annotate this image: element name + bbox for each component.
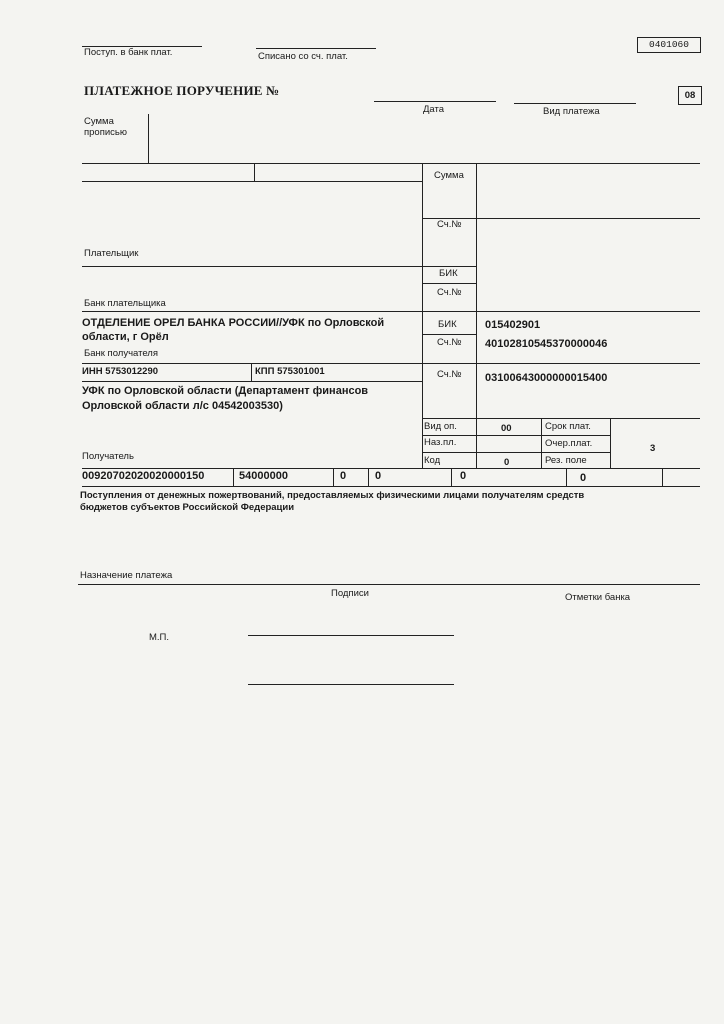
sum-label: Сумма (434, 170, 464, 181)
term-label: Срок плат. (545, 421, 591, 432)
debited-label: Списано со сч. плат. (258, 51, 348, 62)
recipient-bik-value: 015402901 (485, 319, 541, 331)
tax-div-3 (368, 468, 369, 486)
amount-words-divider (148, 114, 149, 163)
tax-div-4 (451, 468, 452, 486)
oktmo-value: 54000000 (239, 470, 288, 482)
code-label: Код (424, 455, 441, 466)
recipient-bottom-line (82, 468, 700, 469)
tax-field-4: 0 (580, 472, 587, 484)
purpose-label: Назначение платежа (80, 570, 173, 581)
purpose-text-2: бюджетов субъектов Российской Федерации (80, 502, 295, 513)
recipient-name-2: Орловской области л/с 04542003530) (82, 400, 283, 412)
tax-bottom-line (82, 486, 700, 487)
recipient-label: Получатель (82, 451, 134, 462)
inn-kpp-divider (254, 163, 255, 181)
recipient-kpp: КПП 575301001 (255, 366, 325, 377)
tax-div-1 (233, 468, 234, 486)
payment-type-label: Вид платежа (543, 106, 600, 117)
purpose-bottom-line (78, 584, 700, 585)
recipient-bank-bottom-line (82, 363, 700, 364)
amount-words-bottom-line (82, 163, 700, 164)
recipient-inn-kpp-divider (251, 363, 252, 381)
recipient-inn: ИНН 5753012290 (82, 366, 159, 377)
recipient-corr-account-value: 40102810545370000046 (485, 338, 608, 350)
bank-marks-label: Отметки банка (565, 592, 631, 603)
recipient-bank-name-1: ОТДЕЛЕНИЕ ОРЕЛ БАНКА РОССИИ//УФК по Орловской (82, 317, 385, 329)
payer-bottom-line (82, 266, 476, 267)
order-value: 3 (650, 443, 656, 454)
payer-account-label: Сч.№ (437, 219, 462, 230)
order-label: Очер.плат. (545, 438, 593, 449)
form-title: ПЛАТЕЖНОЕ ПОРУЧЕНИЕ № (84, 83, 280, 98)
stamp-label: М.П. (149, 632, 170, 643)
order-divider (610, 418, 611, 468)
signature-line-2 (248, 684, 454, 685)
sum-bottom-line (422, 218, 700, 219)
tax-div-5 (566, 468, 567, 486)
recipient-bank-label: Банк получателя (84, 348, 158, 359)
payer-bank-account-label: Сч.№ (437, 287, 462, 298)
received-label: Поступ. в банк плат. (84, 47, 173, 58)
tax-field-3: 0 (460, 470, 467, 482)
recipient-name-1: УФК по Орловской области (Департамент финансов (82, 385, 369, 397)
code-line (422, 452, 610, 453)
amount-words-label: Сумма прописью (84, 116, 127, 138)
recipient-corr-account-label: Сч.№ (437, 337, 462, 348)
recipient-account-label: Сч.№ (437, 369, 462, 380)
payment-type-line (514, 103, 636, 104)
tax-div-6 (662, 468, 663, 486)
main-vertical-divider (422, 163, 423, 468)
form-code-box: 0401060 (637, 37, 701, 53)
payer-bank-label: Банк плательщика (84, 298, 166, 309)
op-type-label: Вид оп. (424, 421, 457, 432)
date-line (374, 101, 496, 102)
tax-field-1: 0 (340, 470, 347, 482)
label-column-divider (476, 163, 477, 468)
recipient-inn-line (82, 381, 422, 382)
purpose-text-1: Поступления от денежных пожертвований, предоставляемых физическими лицами получателям средств (80, 490, 585, 501)
op-type-value: 00 (501, 423, 512, 434)
status-code-box: 08 (678, 86, 702, 105)
payer-bank-bottom-line (82, 311, 700, 312)
tax-div-2 (333, 468, 334, 486)
recipient-bank-name-2: области, г Орёл (82, 331, 169, 343)
recipient-bik-line (422, 334, 476, 335)
signature-line-1 (248, 635, 454, 636)
payer-bik-label: БИК (439, 268, 458, 279)
recipient-account-value: 03100643000000015400 (485, 372, 608, 384)
debited-line (256, 48, 376, 49)
tax-field-2: 0 (375, 470, 382, 482)
signatures-label: Подписи (331, 588, 369, 599)
purpose-short-line (422, 435, 610, 436)
recipient-bik-label: БИК (438, 319, 457, 330)
payer-label: Плательщик (84, 248, 139, 259)
date-label: Дата (423, 104, 445, 115)
kbk-value: 00920702020020000150 (82, 470, 205, 482)
inn-kpp-line (82, 181, 422, 182)
purpose-short-label: Наз.пл. (424, 437, 457, 448)
term-divider (541, 418, 542, 468)
res-field-label: Рез. поле (545, 455, 587, 466)
code-value: 0 (504, 457, 510, 468)
payer-bik-line (422, 283, 476, 284)
op-type-top-line (422, 418, 700, 419)
